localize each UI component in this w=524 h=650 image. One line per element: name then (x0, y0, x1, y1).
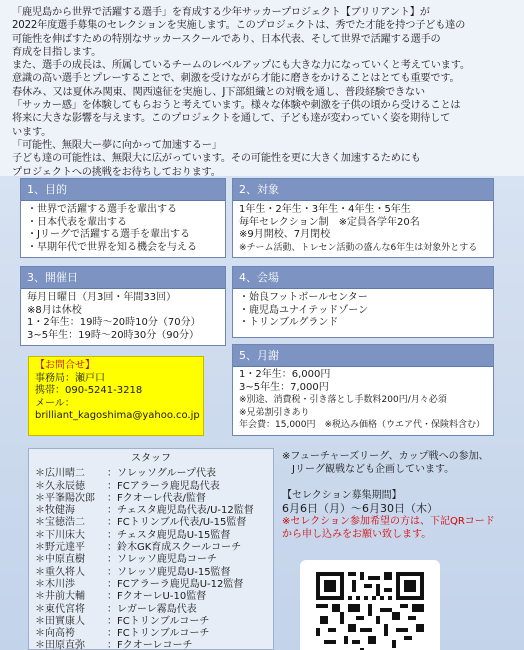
intro-line: 可能性を伸ばすための特別なサッカースクールであり、日本代表、そして世界で活躍する選手の (12, 33, 441, 45)
schedule-line: 1・2年生：19時～20時10分（70分） (27, 317, 201, 328)
fee-title: 5、月謝 (233, 345, 493, 367)
staff-role: ：チェスタ鹿児島U-15監督 (107, 529, 231, 541)
staff-name: ＊井前大輔 (35, 591, 85, 603)
staff-title: スタッフ (131, 453, 171, 464)
side-note-line: Jリーグ観戦なども企画しています。 (282, 464, 455, 475)
target-line: 毎年セレクション制 ※定員各学年20名 (239, 216, 420, 228)
schedule-line: 毎月日曜日（月3回・年間33回） (27, 292, 177, 303)
venue-item: ・始良フットボールセンター (239, 292, 368, 303)
staff-name: ＊中原直樹 (35, 554, 85, 566)
staff-role: ：ソレッソ鹿児島U-15監督 (107, 566, 231, 578)
venue-item: ・トリンブルグランド (239, 317, 339, 328)
intro-line: 「鹿児島から世界で活躍する選手」を育成する少年サッカープロジェクト【ブリリアント】が (12, 7, 430, 18)
staff-name: ＊広川晴二 (35, 468, 85, 480)
target-box (232, 178, 494, 258)
staff-name: ＊東代宮将 (35, 603, 85, 615)
purpose-item: ・Jリーグで活躍する選手を輩出する (27, 229, 190, 240)
staff-role: ：ソレッソグループ代表 (107, 468, 216, 480)
venue-box (232, 266, 494, 338)
intro-line: 意識の高い選手とプレーすることで、刺激を受けながら才能に磨きをかけることはとても重要です。 (12, 73, 460, 85)
staff-role: ：Fクオーレ代表/監督 (107, 492, 206, 504)
intro-line: 春休み、又は夏休み関東、関西遠征を実施し、J下部組織との対戦を通し、普段経験できない (12, 86, 425, 98)
staff-name: ＊久永辰徳 (35, 480, 85, 492)
intro-line: また、選手の成長は、所属しているチームのレベルアップにも大きな力になっていくと考えています。 (12, 60, 470, 72)
intro-line: プロジェクトへの挑戦をお待ちしております。 (12, 166, 221, 178)
qr-code-panel[interactable] (300, 560, 440, 650)
period-dates: 6月6日（月）～6月30日（木） (282, 502, 438, 515)
staff-row (29, 628, 273, 640)
staff-role: ：ソレッソ鹿児島コーチ (107, 554, 217, 566)
period-title: 【セレクション募集期間】 (282, 490, 402, 501)
target-line: ※チーム活動、トレセン活動の盛んな6年生は対象外とする (239, 242, 478, 253)
intro-line: 将来に大きな影響を与えます。このプロジェクトを通して、子ども達が変わっていく姿を期待して (12, 113, 451, 125)
fee-line: 1・2年生：6,000円 (239, 369, 331, 380)
staff-row (29, 616, 273, 628)
staff-row (29, 493, 273, 505)
contact-mail-label: メール： (35, 397, 75, 409)
staff-row (29, 517, 273, 529)
purpose-item: ・世界で活躍する選手を輩出する (27, 204, 177, 215)
target-line: 1年生・2年生・3年生・4年生・5年生 (239, 204, 411, 215)
staff-role: ：レガーレ霧島代表 (107, 603, 197, 615)
staff-role: ：Fクオーレコーチ (107, 640, 193, 650)
staff-role: ：FCアラーラ鹿児島代表 (107, 480, 220, 492)
venue-item: ・鹿児島ユナイテッドゾーン (239, 304, 369, 316)
staff-name: ＊宝徳浩二 (35, 517, 85, 529)
intro-line: 育成を目指します。 (12, 46, 102, 58)
apply-note: ※セレクション参加希望の方は、下記QRコード (282, 516, 495, 527)
fee-annual: 年会費：15,000円 ※税込み価格（ウエア代・保険料含む） (239, 420, 486, 430)
side-note-line: ※フューチャーズリーグ、カップ戦への参加、 (282, 451, 489, 462)
staff-name: ＊平峯陽次郎 (35, 492, 95, 504)
staff-row (29, 604, 273, 616)
staff-name: ＊田實康人 (35, 615, 85, 627)
side-notes (282, 450, 522, 541)
schedule-box (20, 266, 226, 346)
contact-office: 事務局：瀬戸口 (35, 372, 105, 384)
staff-name: ＊重久将人 (35, 566, 85, 578)
staff-row (29, 567, 273, 579)
staff-role: ：FCトリンブル代表/U-15監督 (107, 517, 247, 529)
staff-row (29, 481, 273, 493)
purpose-box (20, 178, 226, 258)
staff-row (29, 640, 273, 650)
contact-phone[interactable]: 携帯：090-5241-3218 (35, 385, 143, 396)
staff-role: ：チェスタ鹿児島代表/U-12監督 (107, 505, 254, 517)
staff-role: ：FクオーレU-10監督 (107, 591, 207, 603)
staff-name: ＊牧健海 (35, 505, 75, 517)
staff-role: ：FCアラーラ鹿児島U-12監督 (107, 578, 244, 590)
staff-name: ＊野元達平 (35, 542, 85, 554)
purpose-title: 1、目的 (21, 179, 225, 201)
staff-name: ＊田原直弥 (35, 640, 85, 650)
venue-title: 4、会場 (233, 267, 493, 289)
fee-line: 3~5年生：7,000円 (239, 381, 329, 393)
contact-title: 【お問合せ】 (35, 360, 95, 371)
schedule-line: ※8月は休校 (27, 304, 82, 316)
staff-role: ：FCトリンブルコーチ (107, 628, 210, 640)
staff-row (29, 530, 273, 542)
purpose-item: ・早期年代で世界を知る機会を与える (27, 241, 197, 253)
intro-section (0, 0, 524, 176)
staff-row (29, 591, 273, 603)
qr-code-icon[interactable] (316, 572, 424, 650)
apply-note: から申し込みをお願い致します。 (282, 529, 432, 540)
staff-name: ＊下川床大 (35, 529, 85, 541)
intro-line: 「サッカー感」を体験してもらおうと考えています。様々な体験や刺激を子供の頃から受けることは (12, 100, 461, 112)
purpose-item: ・日本代表を輩出する (27, 216, 127, 228)
staff-row (29, 505, 273, 517)
contact-mail[interactable]: brilliant_kagoshima@yahoo.co.jp (35, 410, 200, 421)
schedule-line: 3~5年生：19時～20時30分（90分） (27, 329, 200, 341)
intro-line: 「可能性、無限大ー夢に向かって加速するー」 (12, 139, 222, 151)
staff-role: ：FCトリンブルコーチ (107, 615, 210, 627)
fee-note: ※兄弟割引きあり (239, 407, 310, 418)
target-title: 2、対象 (233, 179, 493, 201)
staff-name: ＊木川渉 (35, 578, 75, 590)
staff-row (29, 579, 273, 591)
contact-box (28, 356, 204, 436)
target-line: ※9月開校、7月閉校 (239, 229, 331, 240)
fee-box (232, 344, 494, 436)
schedule-title: 3、開催日 (21, 267, 225, 289)
staff-row (29, 468, 273, 480)
staff-list (28, 448, 274, 650)
staff-row (29, 554, 273, 566)
intro-line: 2022年度選手募集のセレクションを実施します。このプロジェクトは、秀でた才能を持つ子ども達の (12, 20, 466, 32)
staff-row (29, 542, 273, 554)
intro-line: います。 (12, 126, 52, 138)
staff-role: ：鈴木GK育成スクールコーチ (107, 542, 242, 554)
intro-line: 子ども達の可能性は、無限大に広がっています。その可能性を更に大きく加速するためにも (12, 153, 421, 165)
staff-name: ＊向高袴 (35, 628, 75, 640)
fee-note: ※別途、消費税・引き落とし手数料200円/月々必須 (239, 395, 447, 405)
